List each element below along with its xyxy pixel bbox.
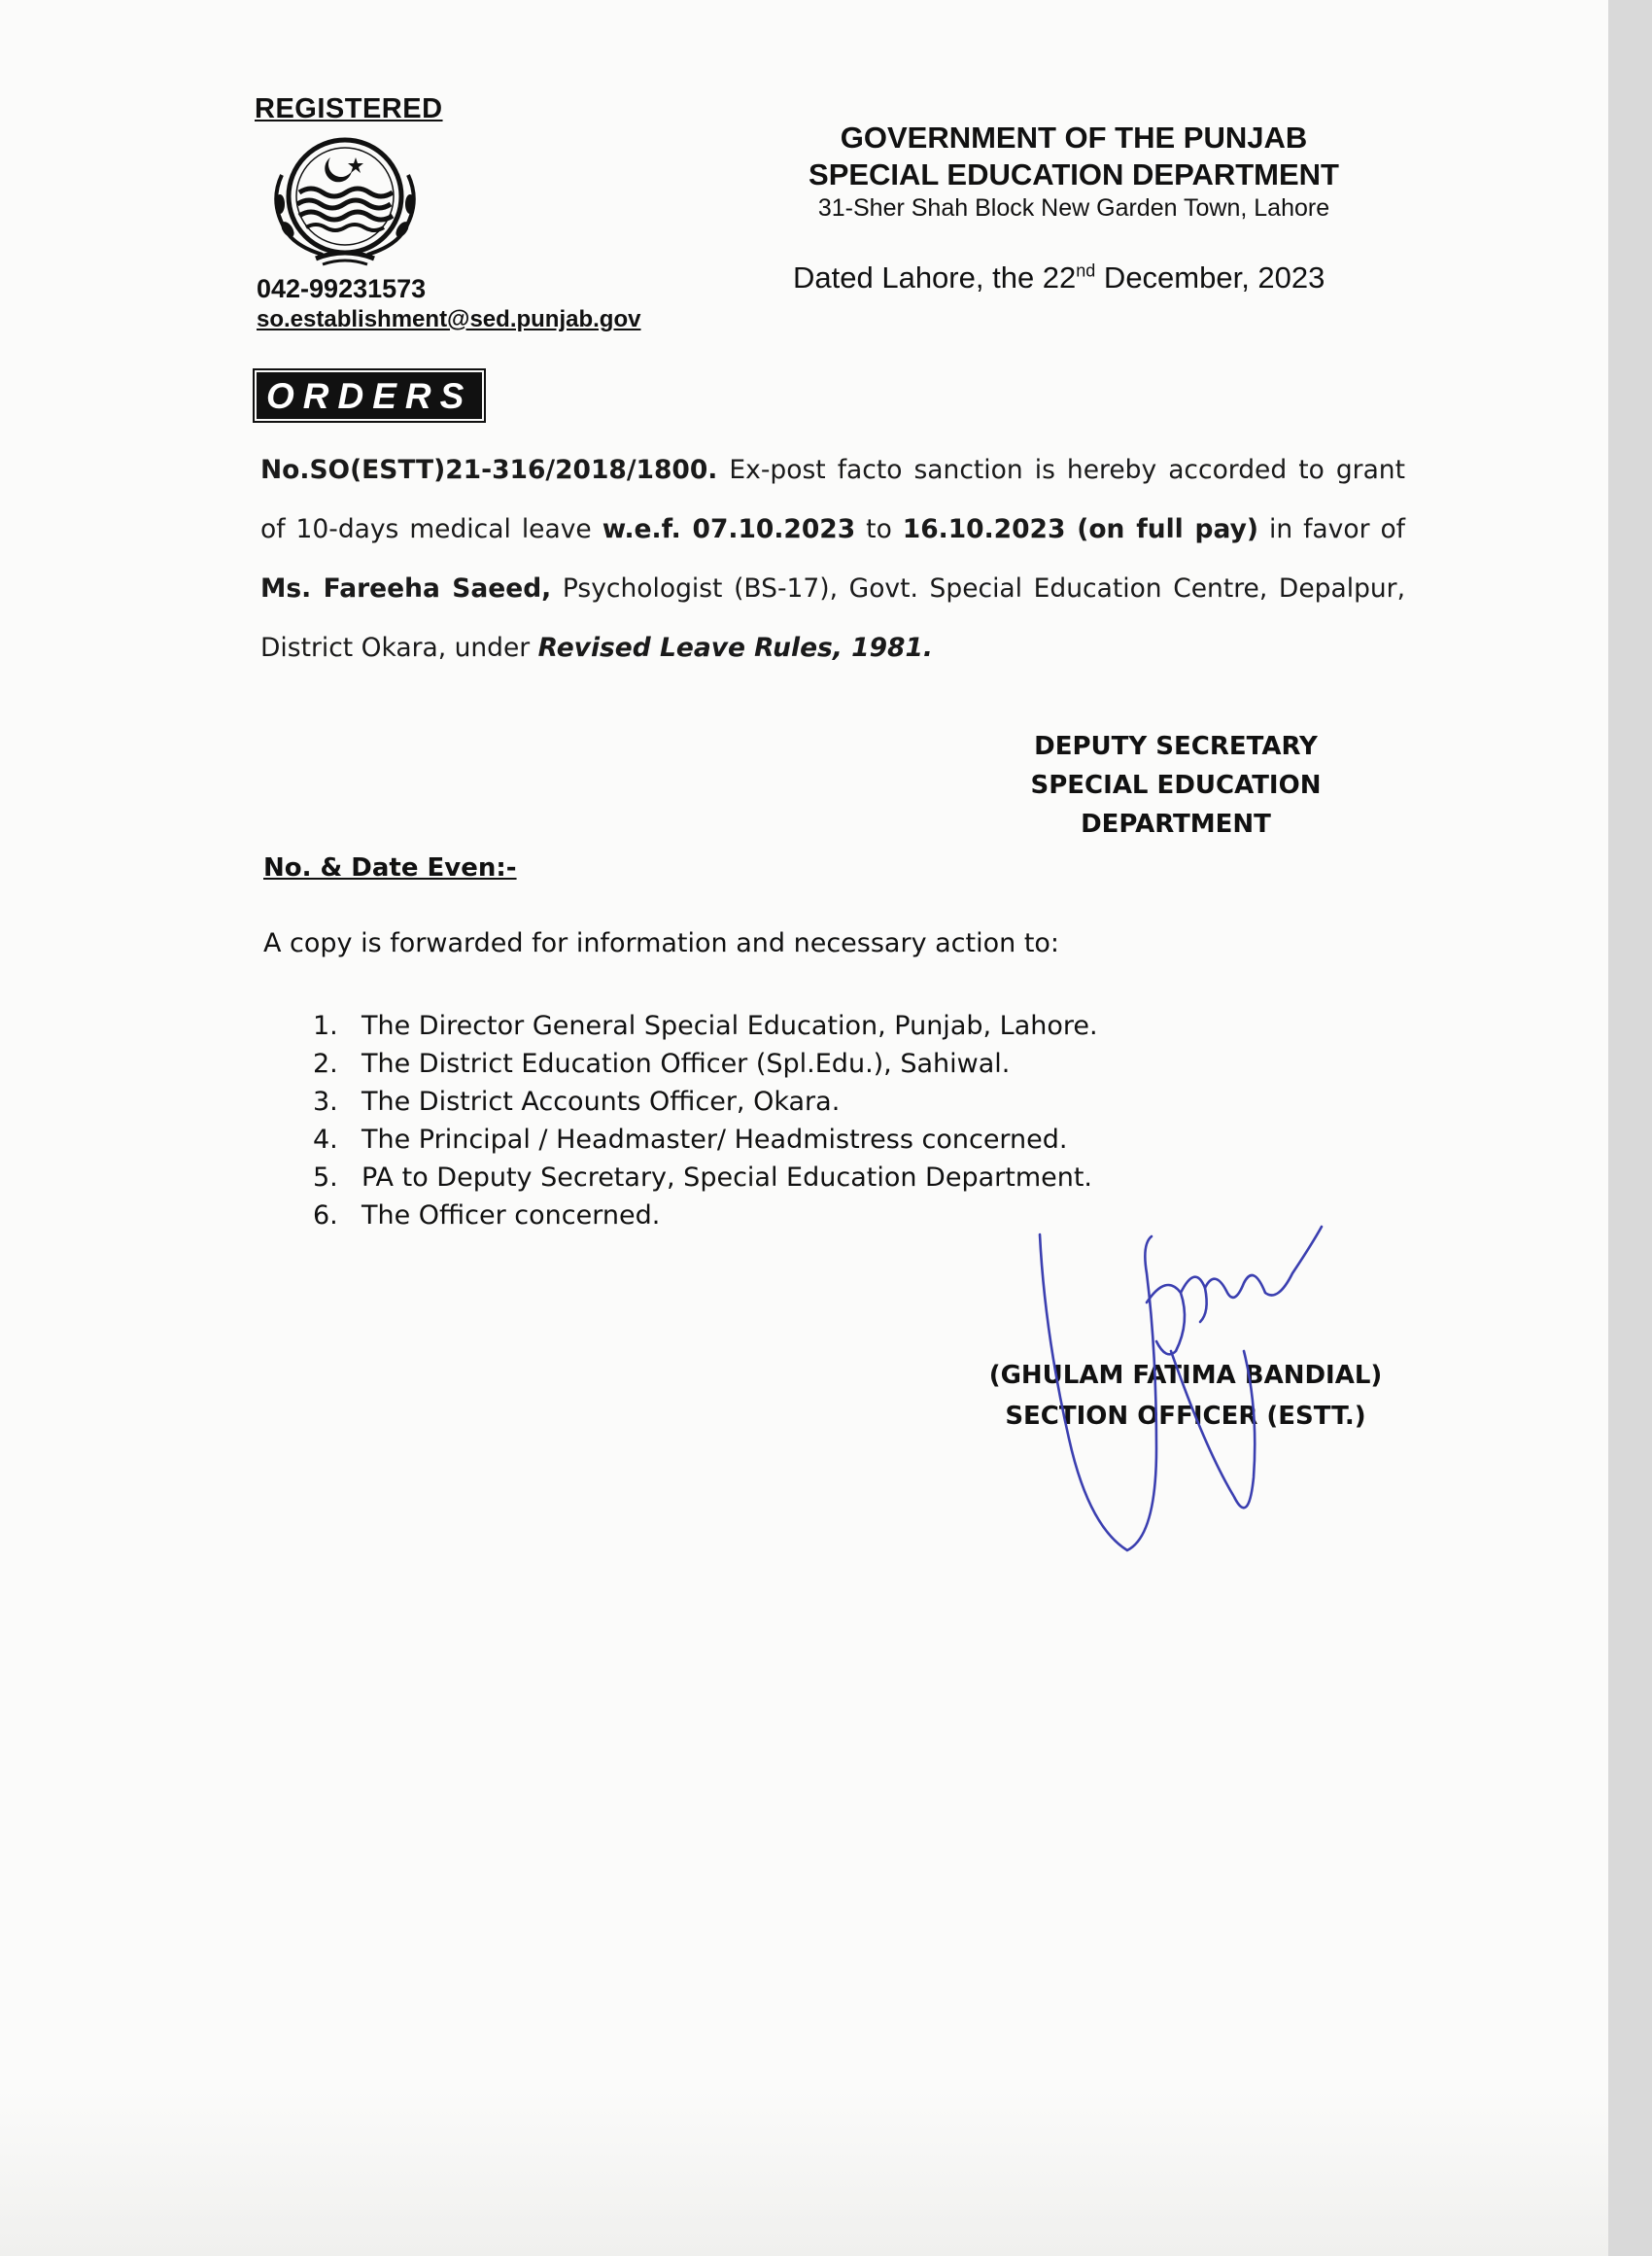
list-item-number: 2. xyxy=(313,1049,338,1079)
email-address: so.establishment@sed.punjab.gov xyxy=(257,306,641,332)
list-item xyxy=(313,1083,1098,1121)
signatory-line: SPECIAL EDUCATION xyxy=(1030,771,1322,800)
list-item-text: PA to Deputy Secretary, Special Education Department. xyxy=(361,1163,1093,1193)
dated-ordinal: nd xyxy=(1076,260,1096,281)
distribution-list xyxy=(313,1007,1098,1234)
order-text: in favor of xyxy=(1257,514,1405,544)
signatory-line: DEPARTMENT xyxy=(1081,810,1271,839)
list-item-number: 3. xyxy=(313,1087,338,1117)
list-item-text: The District Accounts Officer, Okara. xyxy=(361,1087,841,1117)
list-item-number: 1. xyxy=(313,1011,338,1041)
list-item-text: The Officer concerned. xyxy=(361,1200,661,1231)
leave-rules: Revised Leave Rules, 1981. xyxy=(537,633,933,663)
order-from-date: w.e.f. 07.10.2023 xyxy=(602,514,856,544)
department-header xyxy=(748,120,1399,223)
signatory-line: DEPUTY SECRETARY xyxy=(1034,732,1318,761)
department-address: 31-Sher Shah Block New Garden Town, Lahore xyxy=(817,194,1330,222)
orders-heading: ORDERS xyxy=(257,372,482,419)
dated-prefix: Dated Lahore, the 22 xyxy=(793,260,1077,295)
dated-suffix: December, 2023 xyxy=(1095,260,1325,295)
list-item-number: 6. xyxy=(313,1200,338,1231)
list-item-text: The District Education Officer (Spl.Edu.), Sahiwal. xyxy=(361,1049,1011,1079)
punjab-emblem-icon xyxy=(262,136,428,272)
copy-forwarded-line: A copy is forwarded for information and necessary action to: xyxy=(263,928,1060,958)
list-item-number: 4. xyxy=(313,1125,338,1155)
order-text: Ex-post facto sanction is hereby accorded to grant of 10-days medical leave xyxy=(260,455,1405,544)
dated-line xyxy=(793,260,1325,295)
registered-label: REGISTERED xyxy=(255,93,443,124)
officer-designation: SECTION OFFICER (ESTT.) xyxy=(1005,1402,1366,1431)
no-date-even: No. & Date Even:- xyxy=(263,853,517,883)
signatory-title xyxy=(1011,727,1341,844)
list-item xyxy=(313,1121,1098,1159)
list-item-number: 5. xyxy=(313,1163,338,1193)
department-title: SPECIAL EDUCATION DEPARTMENT xyxy=(809,157,1339,191)
order-text: to xyxy=(855,514,903,544)
list-item-text: The Director General Special Education, Punjab, Lahore. xyxy=(361,1011,1098,1041)
list-item xyxy=(313,1007,1098,1045)
list-item xyxy=(313,1159,1098,1197)
employee-name: Ms. Fareeha Saeed, xyxy=(260,573,552,604)
list-item-text: The Principal / Headmaster/ Headmistress concerned. xyxy=(361,1125,1068,1155)
order-paragraph xyxy=(260,440,1405,677)
phone-number: 042-99231573 xyxy=(257,274,427,303)
handwritten-signature xyxy=(1011,1215,1341,1565)
order-number: No.SO(ESTT)21-316/2018/1800. xyxy=(260,455,718,485)
officer-name: (GHULAM FATIMA BANDIAL) xyxy=(988,1361,1383,1390)
government-title: GOVERNMENT OF THE PUNJAB xyxy=(840,121,1308,155)
list-item xyxy=(313,1045,1098,1083)
order-text: Psychologist (BS-17), Govt. Special Education Centre, Depalpur, District Okara, under xyxy=(260,573,1405,663)
order-to-date: 16.10.2023 (on full pay) xyxy=(902,514,1258,544)
list-item xyxy=(313,1197,1098,1234)
